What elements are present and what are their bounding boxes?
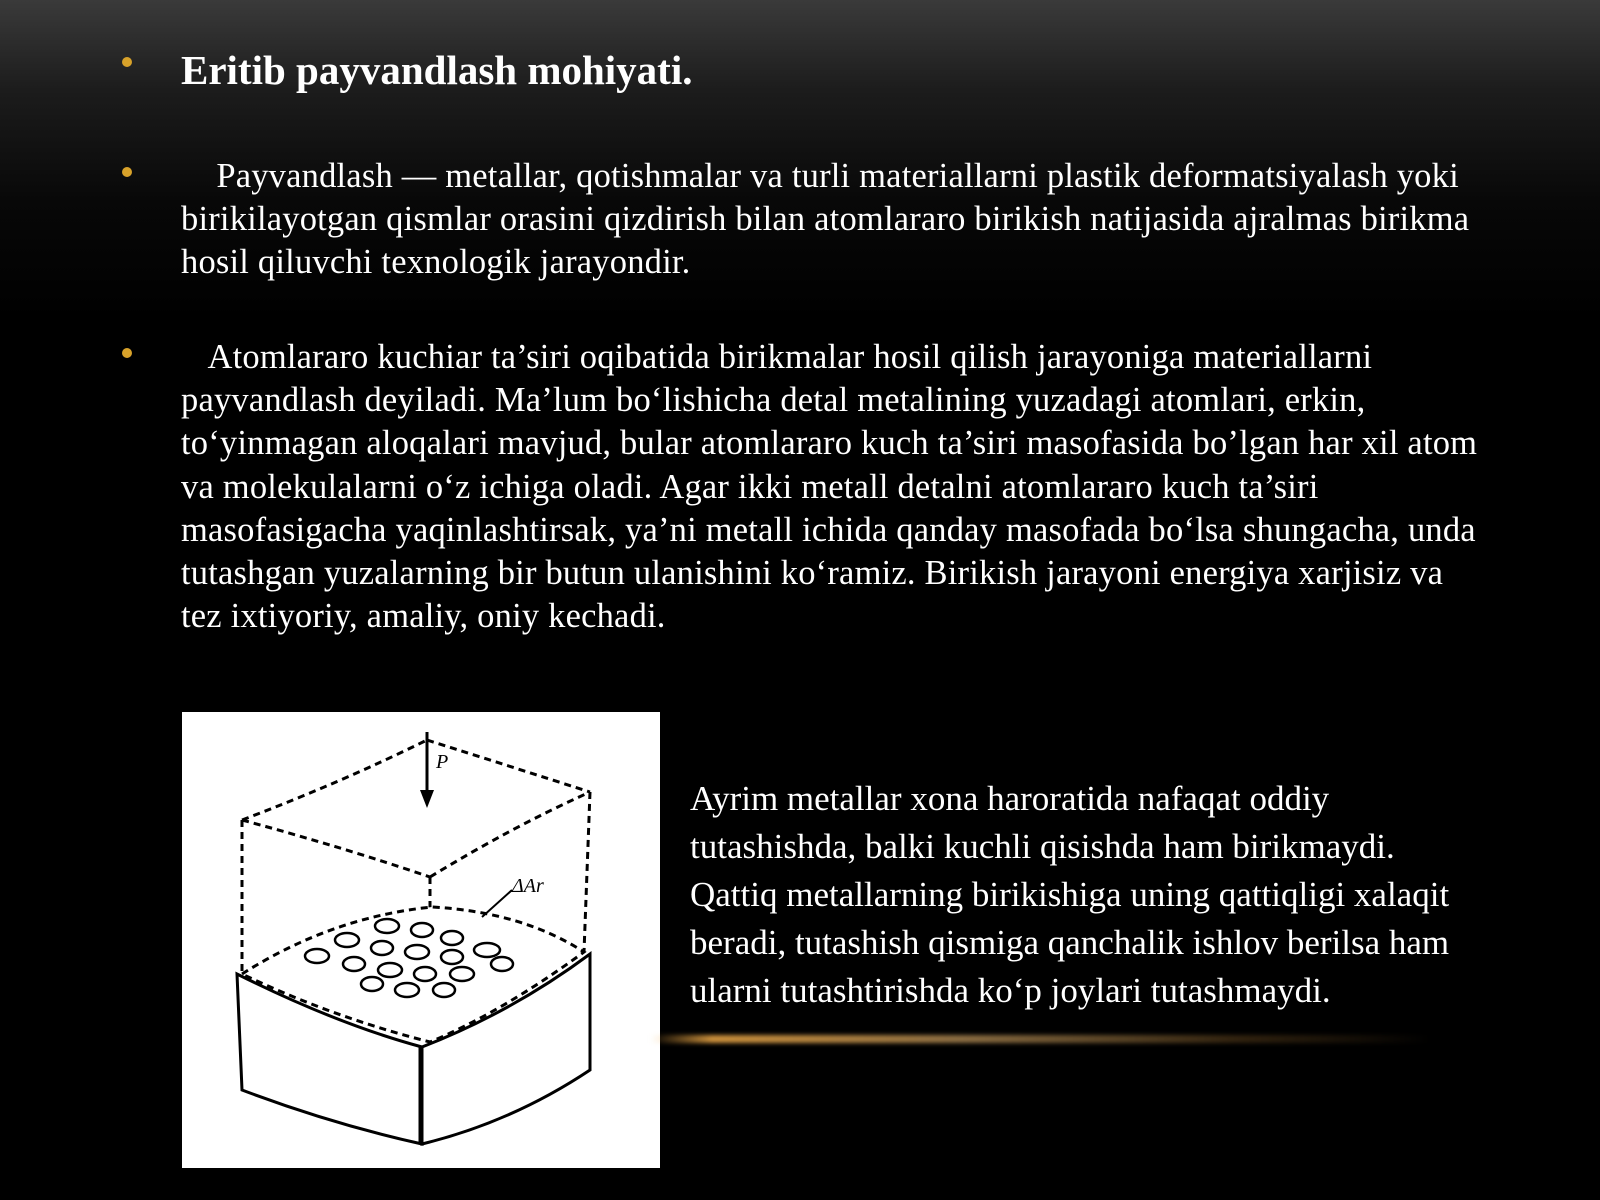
decorative-glow-line — [650, 1035, 1430, 1043]
slide-title: Eritib payvandlash mohiyati. — [181, 47, 693, 93]
force-label: P — [436, 751, 449, 773]
bullet-dot — [122, 167, 132, 177]
side-paragraph: Ayrim metallar xona haroratida nafaqat oddiy tutashishda, balki kuchli qisishda ham birikmaydi. Qattiq metallarning birikishiga uning qattiqligi xalaqit beradi, tutashish qismiga qanchalik ishlov berilsa ham ularni tutashtirishda ko‘p joylari tutashmaydi. — [690, 779, 1458, 1010]
contact-area-label: ΔAr — [512, 875, 544, 897]
bullet-dot — [122, 57, 132, 67]
definition-paragraph: Payvandlash — metallar, qotishmalar va turli materiallarni plastik deformatsiyalash yoki birikilayotgan qismlar orasini qizdirish bilan atomlararo birikish natijasida ajralmas birikma hosil qiluvchi texnologik jarayondir. — [181, 157, 1479, 282]
bullet-dot — [122, 348, 132, 358]
atomic-bond-paragraph: Atomlararo kuchiar ta’siri oqibatida birikmalar hosil qilish jarayoniga materiallarni payvandlash deyiladi. Ma’lum bo‘lishicha detal metalining yuzadagi atomlari, erkin, to‘yinmagan aloqalari mavjud, bular atomlararo kuch ta’siri masofasida bo’lgan har xil atom va molekulalarni o‘z ichiga oladi. Agar ikki metall detalni atomlararo kuch ta’siri masofasigacha yaqinlashtirsak, ya’ni metall ichida qanday masofada bo‘lsa shungacha, unda tutashgan yuzalarning bir butun ulanishini ko‘ramiz. Birikish jarayoni energiya xarjisiz va tez ixtiyoriy, amaliy, oniy kechadi. — [181, 338, 1487, 636]
contact-surface-diagram — [182, 712, 660, 1168]
